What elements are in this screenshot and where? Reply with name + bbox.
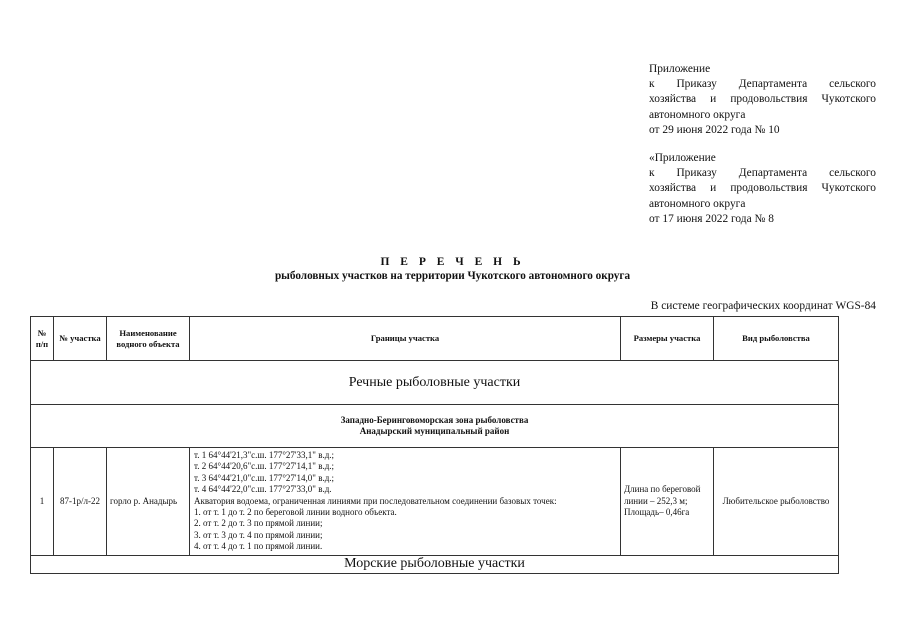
coordinate-system-note: В системе географических координат WGS-84 xyxy=(650,300,876,312)
size-length: Длина по береговой линии – 252,3 м; xyxy=(624,484,701,506)
district-name: Анадырский муниципальный район xyxy=(359,426,510,436)
segment-3: 3. от т. 3 до т. 4 по прямой линии; xyxy=(194,529,323,540)
document-subtitle: рыболовных участков на территории Чукотского автономного округа xyxy=(274,270,631,282)
point-4: т. 4 64°44'22,0"с.ш. 177°27'33,0" в.д. xyxy=(194,484,332,495)
appendix-line: Приложение xyxy=(649,63,711,75)
zone-heading xyxy=(31,405,839,448)
cell-num-pp: 1 xyxy=(31,448,54,556)
table-row xyxy=(31,448,839,556)
segment-4: 4. от т. 4 до т. 1 по прямой линии. xyxy=(194,541,323,552)
segment-2: 2. от т. 2 до т. 3 по прямой линии; xyxy=(194,518,323,529)
header-fishing-type: Вид рыболовства xyxy=(714,317,839,361)
point-2: т. 2 64°44'20,6"с.ш. 177°27'14,1" в.д.; xyxy=(194,461,335,472)
appendix-line: автономного округа xyxy=(649,197,746,210)
section-sea-sites: Морские рыболовные участки xyxy=(31,555,839,573)
appendix-date: от 29 июня 2022 года № 10 xyxy=(649,123,780,136)
appendix-line: хозяйства и продовольствия Чукотского xyxy=(649,93,876,106)
cell-boundaries xyxy=(190,448,621,556)
point-1: т. 1 64°44'21,3"с.ш. 177°27'33,1" в.д.; xyxy=(194,450,335,460)
header-size: Размеры участка xyxy=(621,317,714,361)
fishing-sites-table xyxy=(30,316,839,574)
segment-1: 1. от т. 1 до т. 2 по береговой линии водного объекта. xyxy=(194,507,397,518)
size-area: Площадь– 0,46га xyxy=(624,507,690,518)
zone-name: Западно-Беринговоморская зона рыболовства xyxy=(340,415,529,425)
header-water-body: Наименование водного объекта xyxy=(107,317,190,361)
appendix-line: автономного округа xyxy=(649,108,746,121)
header-boundaries: Границы участка xyxy=(190,317,621,361)
boundary-description: Акватория водоема, ограниченная линиями при последовательном соединении базовых точек: xyxy=(194,495,557,506)
header-num-site: № участка xyxy=(54,317,107,361)
cell-fishing-type: Любительское рыболовство xyxy=(714,448,839,556)
appendix-date: от 17 июня 2022 года № 8 xyxy=(649,212,774,225)
appendix-line: хозяйства и продовольствия Чукотского xyxy=(649,182,876,195)
appendix-line: к Приказу Департамента сельского xyxy=(649,78,876,91)
header-num-pp: № п/п xyxy=(31,317,54,361)
appendix-line: к Приказу Департамента сельского xyxy=(649,167,876,180)
section-river-sites: Речные рыболовные участки xyxy=(31,361,839,405)
cell-size xyxy=(621,448,714,556)
cell-num-site: 87-1р/л-22 xyxy=(54,448,107,556)
appendix-previous xyxy=(649,151,876,227)
table-header-row xyxy=(31,317,839,361)
cell-water-body: горло р. Анадырь xyxy=(107,448,190,556)
document-title: П Е Р Е Ч Е Н Ь xyxy=(380,256,525,268)
point-3: т. 3 64°44'21,0"с.ш. 177°27'14,0" в.д.; xyxy=(194,472,335,483)
appendix-line: «Приложение xyxy=(649,152,716,164)
appendix-current xyxy=(649,62,876,138)
